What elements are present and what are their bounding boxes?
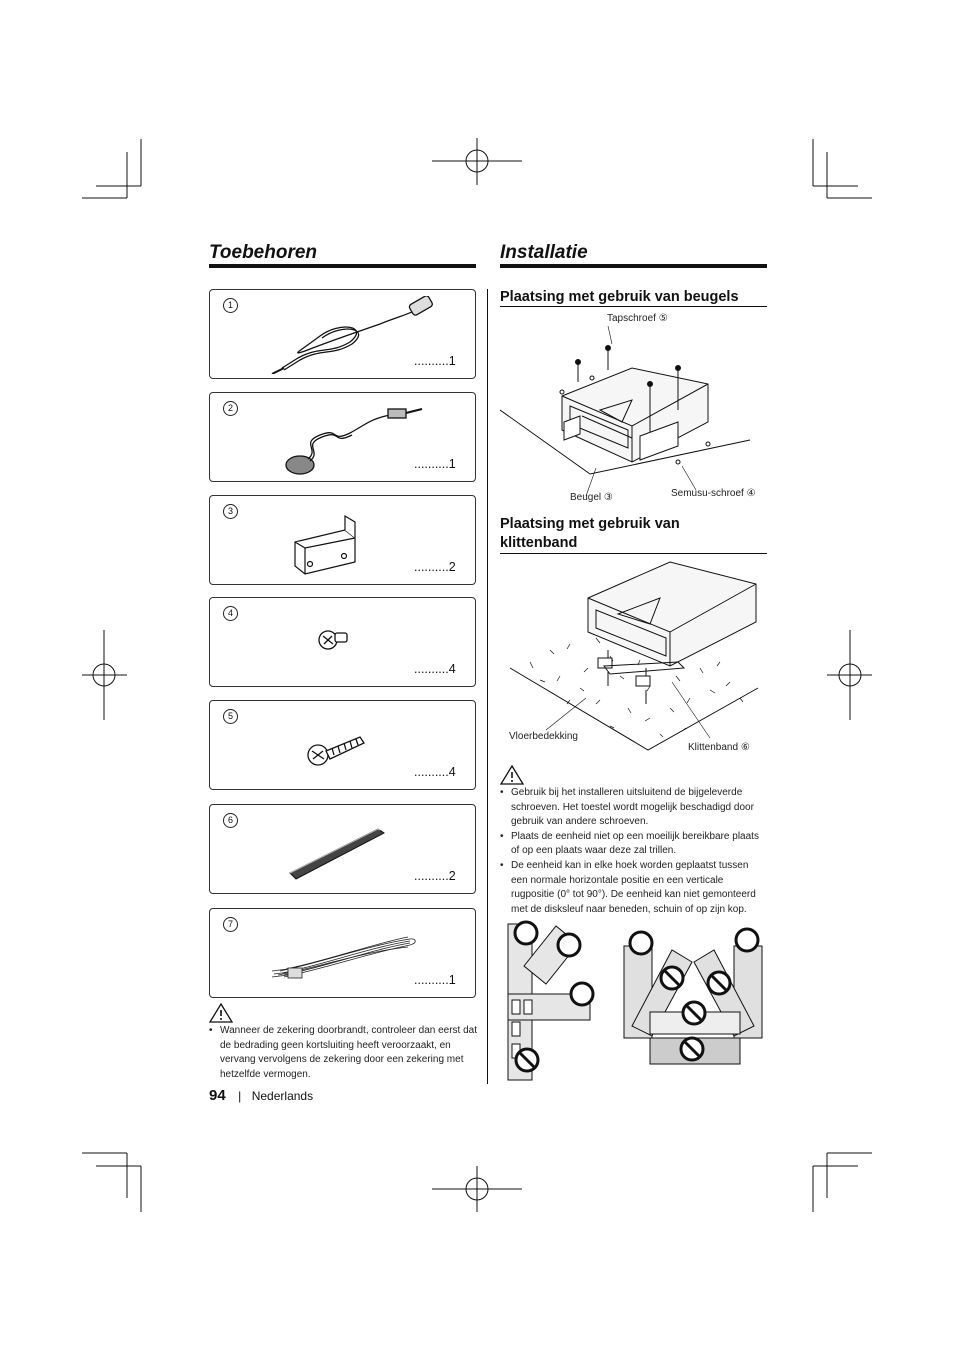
item-quantity: ..........4 — [414, 765, 456, 779]
bracket-installation-illustration — [500, 326, 767, 498]
tapping-screw-icon — [260, 707, 440, 785]
caution-icon — [500, 765, 524, 785]
velcro-installation-illustration — [500, 558, 767, 754]
item-number: 2 — [223, 401, 238, 416]
page-number: 94 — [209, 1087, 226, 1104]
bracket-icon — [260, 502, 440, 580]
installation-note: • Plaats de eenheid niet op een moeilijk bereikbare plaats of op een plaats waar deze zal trillen. — [500, 830, 766, 859]
item-number: 4 — [223, 606, 238, 621]
footer-separator: | — [238, 1089, 242, 1103]
label-floor-covering: Vloerbedekking — [509, 731, 578, 742]
wiring-harness-icon — [260, 915, 440, 993]
accessory-item-3 — [209, 495, 476, 585]
accessory-item-7 — [209, 908, 476, 998]
mounting-angle-allowed-illustration — [504, 918, 604, 1084]
item-quantity: ..........2 — [414, 560, 456, 574]
column-divider — [487, 289, 488, 1084]
caution-icon — [209, 1003, 233, 1023]
velcro-strip-icon — [260, 811, 440, 889]
accessory-item-4 — [209, 597, 476, 687]
cigarette-lighter-cable-icon — [260, 296, 440, 374]
item-number: 1 — [223, 298, 238, 313]
accessory-item-2 — [209, 392, 476, 482]
caution-note-list — [209, 1024, 477, 1082]
item-number: 5 — [223, 709, 238, 724]
item-quantity: ..........1 — [414, 354, 456, 368]
item-quantity: ..........1 — [414, 457, 456, 471]
section-title-accessories: Toebehoren — [209, 242, 318, 263]
remote-sensor-cable-icon — [260, 399, 440, 477]
section-title-installation: Installatie — [500, 242, 588, 263]
label-semusu-screw: Semusu-schroef ④ — [671, 488, 756, 499]
subsection-rule — [500, 553, 767, 554]
installation-note: • Gebruik bij het installeren uitsluitend de bijgeleverde schroeven. Het toestel wordt mogelijk beschadigd door gebruik van andere schroeven. — [500, 786, 766, 830]
accessory-item-6 — [209, 804, 476, 894]
item-number: 3 — [223, 504, 238, 519]
subsection-title-velcro: Plaatsing met gebruik van klittenband — [500, 516, 680, 551]
caution-note: • Wanneer de zekering doorbrandt, controleer dan eerst dat de bedrading geen kortsluiting heeft veroorzaakt, en vervang vervolgens de zekering door een zekering met hetzelfde vermogen. — [209, 1024, 477, 1082]
item-number: 6 — [223, 813, 238, 828]
item-quantity: ..........1 — [414, 973, 456, 987]
subsection-rule — [500, 306, 767, 307]
semusu-screw-icon — [260, 604, 440, 682]
subsection-title-brackets: Plaatsing met gebruik van beugels — [500, 289, 739, 305]
installation-notes — [500, 786, 766, 917]
label-bracket: Beugel ③ — [570, 492, 613, 503]
installation-note: • De eenheid kan in elke hoek worden geplaatst tussen een normale horizontale positie en een verticale rugpositie (0° tot 90°). De eenheid kan niet gemonteerd met de disksleuf naar beneden, schuin of op zijn kop. — [500, 859, 766, 917]
item-number: 7 — [223, 917, 238, 932]
accessory-item-5 — [209, 700, 476, 790]
mounting-angle-prohibited-illustration — [622, 926, 764, 1066]
item-quantity: ..........4 — [414, 662, 456, 676]
item-quantity: ..........2 — [414, 869, 456, 883]
section-rule — [500, 264, 767, 268]
label-velcro: Klittenband ⑥ — [688, 742, 750, 753]
accessory-item-1 — [209, 289, 476, 379]
footer-language: Nederlands — [251, 1089, 314, 1103]
page-footer — [209, 1087, 313, 1105]
label-tapping-screw: Tapschroef ⑤ — [607, 313, 668, 324]
section-rule — [209, 264, 476, 268]
